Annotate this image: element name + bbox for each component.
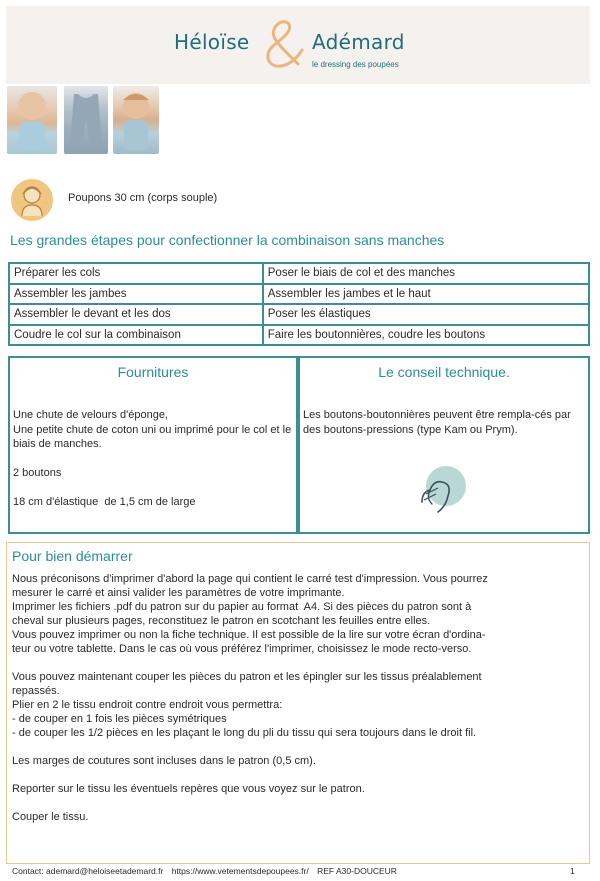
steps-heading: Les grandes étapes pour confectionner la combinaison sans manches bbox=[10, 232, 445, 248]
supplies-title: Fournitures bbox=[117, 364, 189, 380]
tip-text: Les boutons-boutonnières peuvent être rempla-cés par des boutons-pressions (type Kam ou Prym). bbox=[303, 409, 571, 436]
jumpsuit-photo bbox=[64, 86, 108, 154]
doll-photo-dressed bbox=[113, 86, 159, 154]
cutting-paragraph bbox=[12, 670, 588, 740]
footer-url: https://www.vetementsdepoupees.fr/ bbox=[171, 866, 309, 876]
marks-note: Reporter sur le tissu les éventuels repères que vous voyez sur le patron. bbox=[12, 783, 365, 795]
table-row bbox=[9, 304, 589, 325]
text-line: Vous pouvez imprimer ou non la fiche technique. Il est possible de la lire sur votre écran d'ordina- bbox=[12, 629, 486, 641]
brand-tagline: le dressing des poupées bbox=[312, 60, 399, 69]
doll-photo-front bbox=[7, 86, 57, 154]
doll-icon bbox=[10, 178, 54, 222]
brand-name-left: Héloïse bbox=[174, 30, 250, 54]
text-line: - de couper les 1/2 pièces en les plaçant le long du pli du tissu qui sera toujours dans le droit fil. bbox=[12, 727, 477, 739]
footer-contact: Contact: ademard@heloiseetademard.fr bbox=[12, 866, 164, 876]
table-row bbox=[9, 284, 589, 305]
getting-started-body bbox=[12, 572, 588, 838]
sewing-hand-icon bbox=[408, 458, 472, 522]
text-line: Nous préconisons d'imprimer d'abord la page qui contient le carré test d'impression. Vous pourrez bbox=[12, 573, 488, 585]
text-line: teur ou votre tablette. Dans le cas où vous préférez l'imprimer, choisissez le mode recto-verso. bbox=[12, 643, 472, 655]
table-cell: Assembler les jambes et le haut bbox=[263, 284, 589, 305]
footer bbox=[12, 866, 403, 876]
supplies-buttons: 2 boutons bbox=[13, 467, 62, 479]
table-row bbox=[9, 263, 589, 284]
supplies-elastic: 18 cm d'élastique de 1,5 cm de large bbox=[13, 496, 196, 508]
margins-note: Les marges de coutures sont incluses dans le patron (0,5 cm). bbox=[12, 755, 316, 767]
text-line: repassés. bbox=[12, 685, 60, 697]
getting-started-title: Pour bien démarrer bbox=[12, 548, 133, 564]
table-cell: Préparer les cols bbox=[9, 263, 263, 284]
header-banner bbox=[6, 6, 590, 84]
cut-note: Couper le tissu. bbox=[12, 811, 89, 823]
doll-size-label: Poupons 30 cm (corps souple) bbox=[68, 192, 218, 204]
table-cell: Assembler les jambes bbox=[9, 284, 263, 305]
supplies-list bbox=[13, 408, 293, 510]
supplies-fabric: Une chute de velours d'éponge, Une petite chute de coton uni ou imprimé pour le col et le biais de manches. bbox=[13, 409, 292, 450]
text-line: mesurer le carré et ainsi valider les paramètres de votre imprimante. bbox=[12, 587, 345, 599]
text-line: Plier en 2 le tissu endroit contre endroit vous permettra: bbox=[12, 699, 283, 711]
table-cell: Coudre le col sur la combinaison bbox=[9, 325, 263, 346]
footer-ref: REF A30-DOUCEUR bbox=[317, 866, 397, 876]
table-cell: Faire les boutonnières, coudre les boutons bbox=[263, 325, 589, 346]
table-row bbox=[9, 325, 589, 346]
printing-paragraph bbox=[12, 572, 588, 656]
brand-logo bbox=[174, 22, 434, 82]
text-line: cheval sur plusieurs pages, reconstituez le patron en scotchant les feuilles entre elles. bbox=[12, 615, 431, 627]
steps-table bbox=[8, 262, 590, 346]
brand-name-right: Adémard bbox=[312, 30, 405, 54]
table-cell: Assembler le devant et les dos bbox=[9, 304, 263, 325]
tip-title: Le conseil technique. bbox=[378, 364, 510, 380]
table-cell: Poser les élastiques bbox=[263, 304, 589, 325]
ampersand-logo-icon bbox=[258, 14, 314, 74]
text-line: Imprimer les fichiers .pdf du patron sur du papier au format A4. Si des pièces du patron sont à bbox=[12, 601, 472, 613]
supplies-box bbox=[8, 356, 298, 534]
table-cell: Poser le biais de col et des manches bbox=[263, 263, 589, 284]
text-line: Vous pouvez maintenant couper les pièces du patron et les épingler sur les tissus préalablement bbox=[12, 671, 482, 683]
page-number: 1 bbox=[570, 866, 575, 876]
tip-box bbox=[298, 356, 590, 534]
getting-started-section bbox=[6, 542, 590, 864]
text-line: - de couper en 1 fois les pièces symétriques bbox=[12, 713, 227, 725]
